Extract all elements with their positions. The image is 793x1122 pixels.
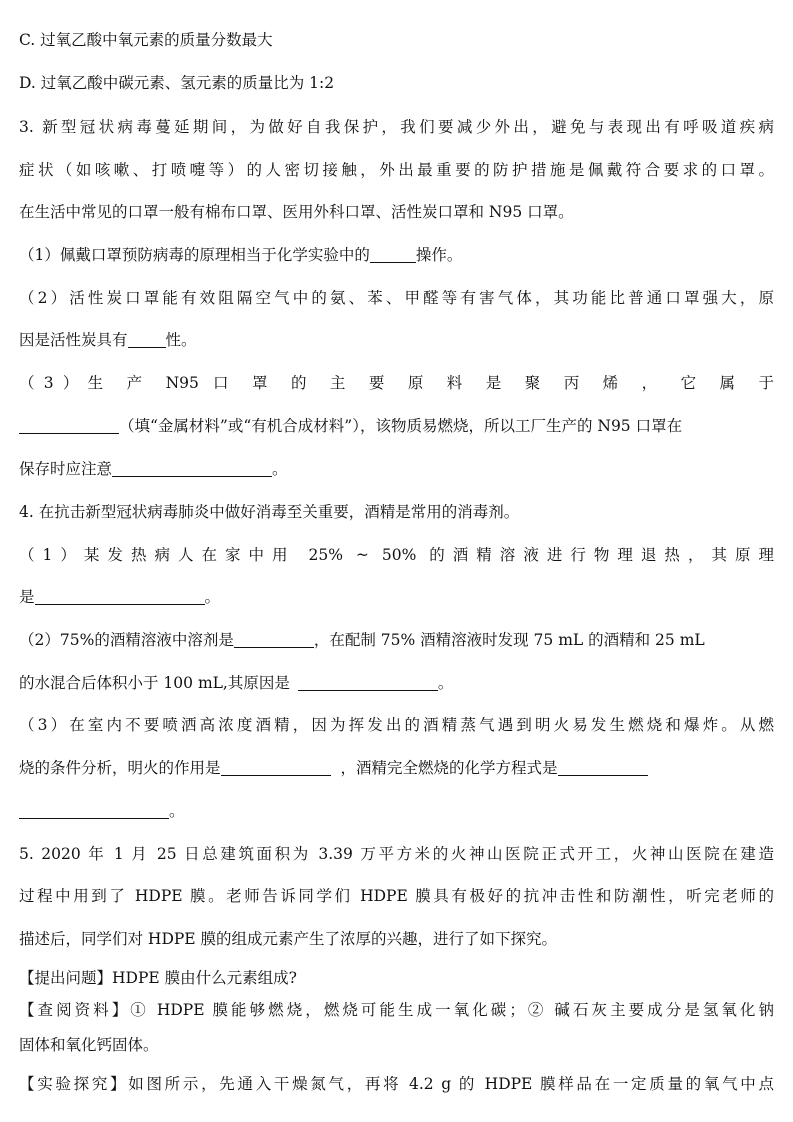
question-4-part-1-line-1: （1）某发热病人在家中用 25% ~ 50% 的酒精溶液进行物理退热，其原理 <box>19 546 774 564</box>
answer-blank[interactable] <box>19 802 169 819</box>
q4-part1-text-b: 。 <box>204 588 221 606</box>
question-4-part-3-line-1: （3）在室内不要喷洒高浓度酒精，因为挥发出的酒精蒸气遇到明火易发生燃烧和爆炸。从燃 <box>19 716 774 734</box>
q4-part2-text-a: （2）75%的酒精溶液中溶剂是 <box>19 631 234 649</box>
q3-part3-end: 。 <box>272 460 288 478</box>
answer-blank[interactable] <box>112 460 272 477</box>
question-3-part-2-line-2 <box>19 330 774 350</box>
question-5-line-2: 过程中用到了 HDPE 膜。老师告诉同学们 HDPE 膜具有极好的抗冲击性和防潮性，听完老师的 <box>19 887 774 905</box>
q4-part2-text-b: ，在配制 75% 酒精溶液时发现 75 mL 的酒精和 25 mL <box>313 631 705 649</box>
answer-blank[interactable] <box>298 674 438 691</box>
answer-blank[interactable] <box>35 588 205 605</box>
question-4-line-1: 4. 在抗击新型冠状病毒肺炎中做好消毒至关重要，酒精是常用的消毒剂。 <box>19 503 520 521</box>
q3-part3-text-c: 保存时应注意 <box>19 460 113 478</box>
question-3-part-3-line-1: （3）生 产 N95 口 罩 的 主 要 原 料 是 聚 丙 烯 ， 它 属 于 <box>19 374 774 392</box>
question-3-line-3: 在生活中常见的口罩一般有棉布口罩、医用外科口罩、活性炭口罩和 N95 口罩。 <box>19 203 574 221</box>
q4-part3-text-a: 烧的条件分析，明火的作用是 <box>19 759 221 777</box>
question-5-reference-line-1: 【查阅资料】① HDPE 膜能够燃烧，燃烧可能生成一氧化碳；② 碱石灰主要成分是氢氧化钠 <box>19 1001 774 1019</box>
answer-blank[interactable] <box>19 417 119 434</box>
question-3-line-2: 症状（如咳嗽、打喷嚏等）的人密切接触，外出最重要的防护措施是佩戴符合要求的口罩。 <box>19 161 774 179</box>
answer-blank[interactable] <box>234 631 314 648</box>
question-5-line-3: 描述后，同学们对 HDPE 膜的组成元素产生了浓厚的兴趣，进行了如下探究。 <box>19 930 558 948</box>
q3-part2-text-b: 性。 <box>165 331 197 349</box>
q4-part1-text-a: 是 <box>19 588 35 606</box>
question-4-part-2-line-1 <box>19 630 774 650</box>
q3-part3-text: （填“金属材料”或“有机合成材料”），该物质易燃烧，所以工厂生产的 N95 口罩在 <box>119 417 683 435</box>
question-3-part-3-line-2 <box>19 416 774 436</box>
question-5-ask: 【提出问题】HDPE 膜由什么元素组成? <box>19 969 297 987</box>
question-4-part-1-line-2 <box>19 587 774 607</box>
option-d: D. 过氧乙酸中碳元素、氢元素的质量比为 1:2 <box>19 74 335 92</box>
answer-blank[interactable] <box>128 331 166 348</box>
q4-part3-text-b: ，酒精完全燃烧的化学方程式是 <box>340 759 558 777</box>
question-5-reference-line-2: 固体和氧化钙固体。 <box>19 1036 159 1054</box>
question-3-part-1 <box>19 245 774 265</box>
answer-blank[interactable] <box>558 759 648 776</box>
question-3-line-1: 3. 新型冠状病毒蔓延期间，为做好自我保护，我们要减少外出，避免与表现出有呼吸道疾病 <box>19 118 774 136</box>
question-5-experiment: 【实验探究】如图所示，先通入干燥氮气，再将 4.2 g 的 HDPE 膜样品在一定质量的氧气中点 <box>19 1075 774 1093</box>
q4-part2-text-c: 的水混合后体积小于 100 mL,其原因是 <box>19 674 290 692</box>
q3-part1-text-b: 操作。 <box>415 246 463 264</box>
answer-blank[interactable] <box>370 246 416 263</box>
question-5-line-1: 5. 2020 年 1 月 25 日总建筑面积为 3.39 万平方米的火神山医院正式开工，火神山医院在建造 <box>19 845 774 863</box>
question-4-part-3-line-2 <box>19 758 774 778</box>
q3-part2-text-a: 因是活性炭具有 <box>19 331 128 349</box>
q4-part2-text-d: 。 <box>437 674 454 692</box>
question-3-part-3-line-3 <box>19 459 774 479</box>
answer-blank[interactable] <box>221 759 331 776</box>
question-4-part-3-line-3 <box>19 801 774 821</box>
question-4-part-2-line-2 <box>19 673 774 693</box>
q4-part3-end: 。 <box>169 802 185 820</box>
q3-part1-text-a: （1）佩戴口罩预防病毒的原理相当于化学实验中的 <box>19 246 370 264</box>
option-c: C. 过氧乙酸中氧元素的质量分数最大 <box>19 31 273 49</box>
question-3-part-2-line-1: （2）活性炭口罩能有效阻隔空气中的氨、苯、甲醛等有害气体，其功能比普通口罩强大，原 <box>19 289 774 307</box>
